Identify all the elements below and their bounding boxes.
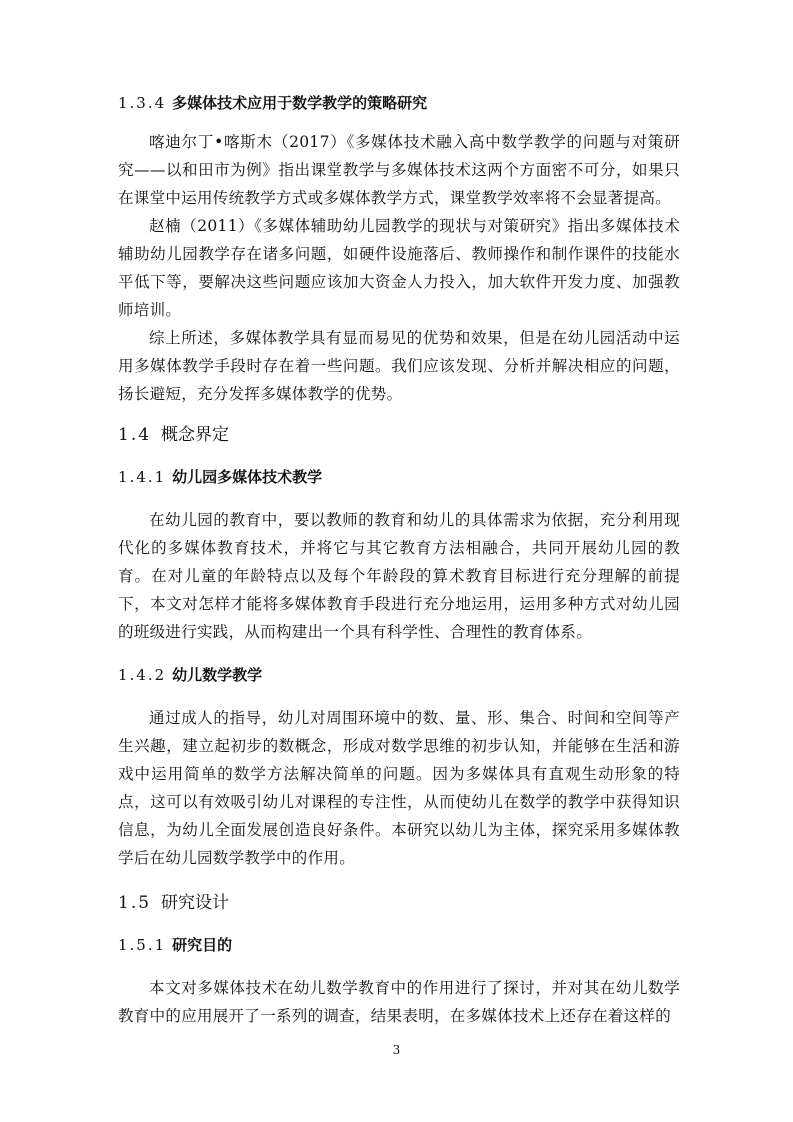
heading-1-4-2	[118, 664, 680, 686]
heading-title: 幼儿数学教学	[172, 666, 263, 684]
paragraph: 在幼儿园的教育中，要以教师的教育和幼儿的具体需求为依据，充分利用现代化的多媒体教育技术，并将它与其它教育方法相融合，共同开展幼儿园的教育。在对儿童的年龄特点以及每个年龄段的算术教育目标进行充分理解的前提下，本文对怎样才能将多媒体教育手段进行充分地运用，运用多种方式对幼儿园的班级进行实践，从而构建出一个具有科学性、合理性的教育体系。	[118, 511, 680, 641]
page-body	[118, 92, 680, 1030]
heading-number: 1.4	[118, 425, 152, 445]
paragraph: 综上所述，多媒体教学具有显而易见的优势和效果，但是在幼儿园活动中运用多媒体教学手段时存在着一些问题。我们应该发现、分析并解决相应的问题，扬长避短，充分发挥多媒体教学的优势。	[118, 329, 680, 403]
page-number: 3	[392, 1043, 401, 1057]
paragraph: 喀迪尔丁•喀斯木（2017）《多媒体技术融入高中数学教学的问题与对策研究——以和田市为例》指出课堂教学与多媒体技术这两个方面密不可分，如果只在课堂中运用传统教学方式或多媒体教学方式，课堂教学效率将不会显著提高。	[118, 133, 680, 207]
paragraph: 通过成人的指导，幼儿对周围环境中的数、量、形、集合、时间和空间等产生兴趣，建立起初步的数概念，形成对数学思维的初步认知，并能够在生活和游戏中运用简单的数学方法解决简单的问题。因为多媒体具有直观生动形象的特点，这可以有效吸引幼儿对课程的专注性，从而使幼儿在数学的教学中获得知识信息，为幼儿全面发展创造良好条件。本研究以幼儿为主体，探究采用多媒体教学后在幼儿园数学教学中的作用。	[118, 709, 680, 867]
heading-title: 研究目的	[172, 936, 233, 954]
heading-1-4-1	[118, 466, 680, 488]
heading-title: 幼儿园多媒体技术教学	[172, 468, 323, 486]
heading-number: 1.3.4	[118, 94, 167, 112]
heading-1-5	[118, 890, 680, 916]
heading-1-3-4	[118, 92, 680, 114]
heading-title: 多媒体技术应用于数学教学的策略研究	[172, 94, 428, 112]
heading-1-4	[118, 422, 680, 448]
heading-number: 1.5.1	[118, 936, 167, 954]
paragraph: 赵楠（2011）《多媒体辅助幼儿园教学的现状与对策研究》指出多媒体技术辅助幼儿园教学存在诸多问题，如硬件设施落后、教师操作和制作课件的技能水平低下等，要解决这些问题应该加大资金人力投入，加大软件开发力度、加强教师培训。	[118, 217, 680, 319]
heading-number: 1.5	[118, 893, 152, 913]
paragraph: 本文对多媒体技术在幼儿数学教育中的作用进行了探讨，并对其在幼儿数学教育中的应用展开了一系列的调查，结果表明，在多媒体技术上还存在着这样的	[118, 979, 680, 1025]
heading-title: 研究设计	[161, 893, 230, 913]
heading-title: 概念界定	[161, 425, 230, 445]
heading-number: 1.4.1	[118, 468, 167, 486]
heading-1-5-1	[118, 934, 680, 956]
heading-number: 1.4.2	[118, 666, 167, 684]
